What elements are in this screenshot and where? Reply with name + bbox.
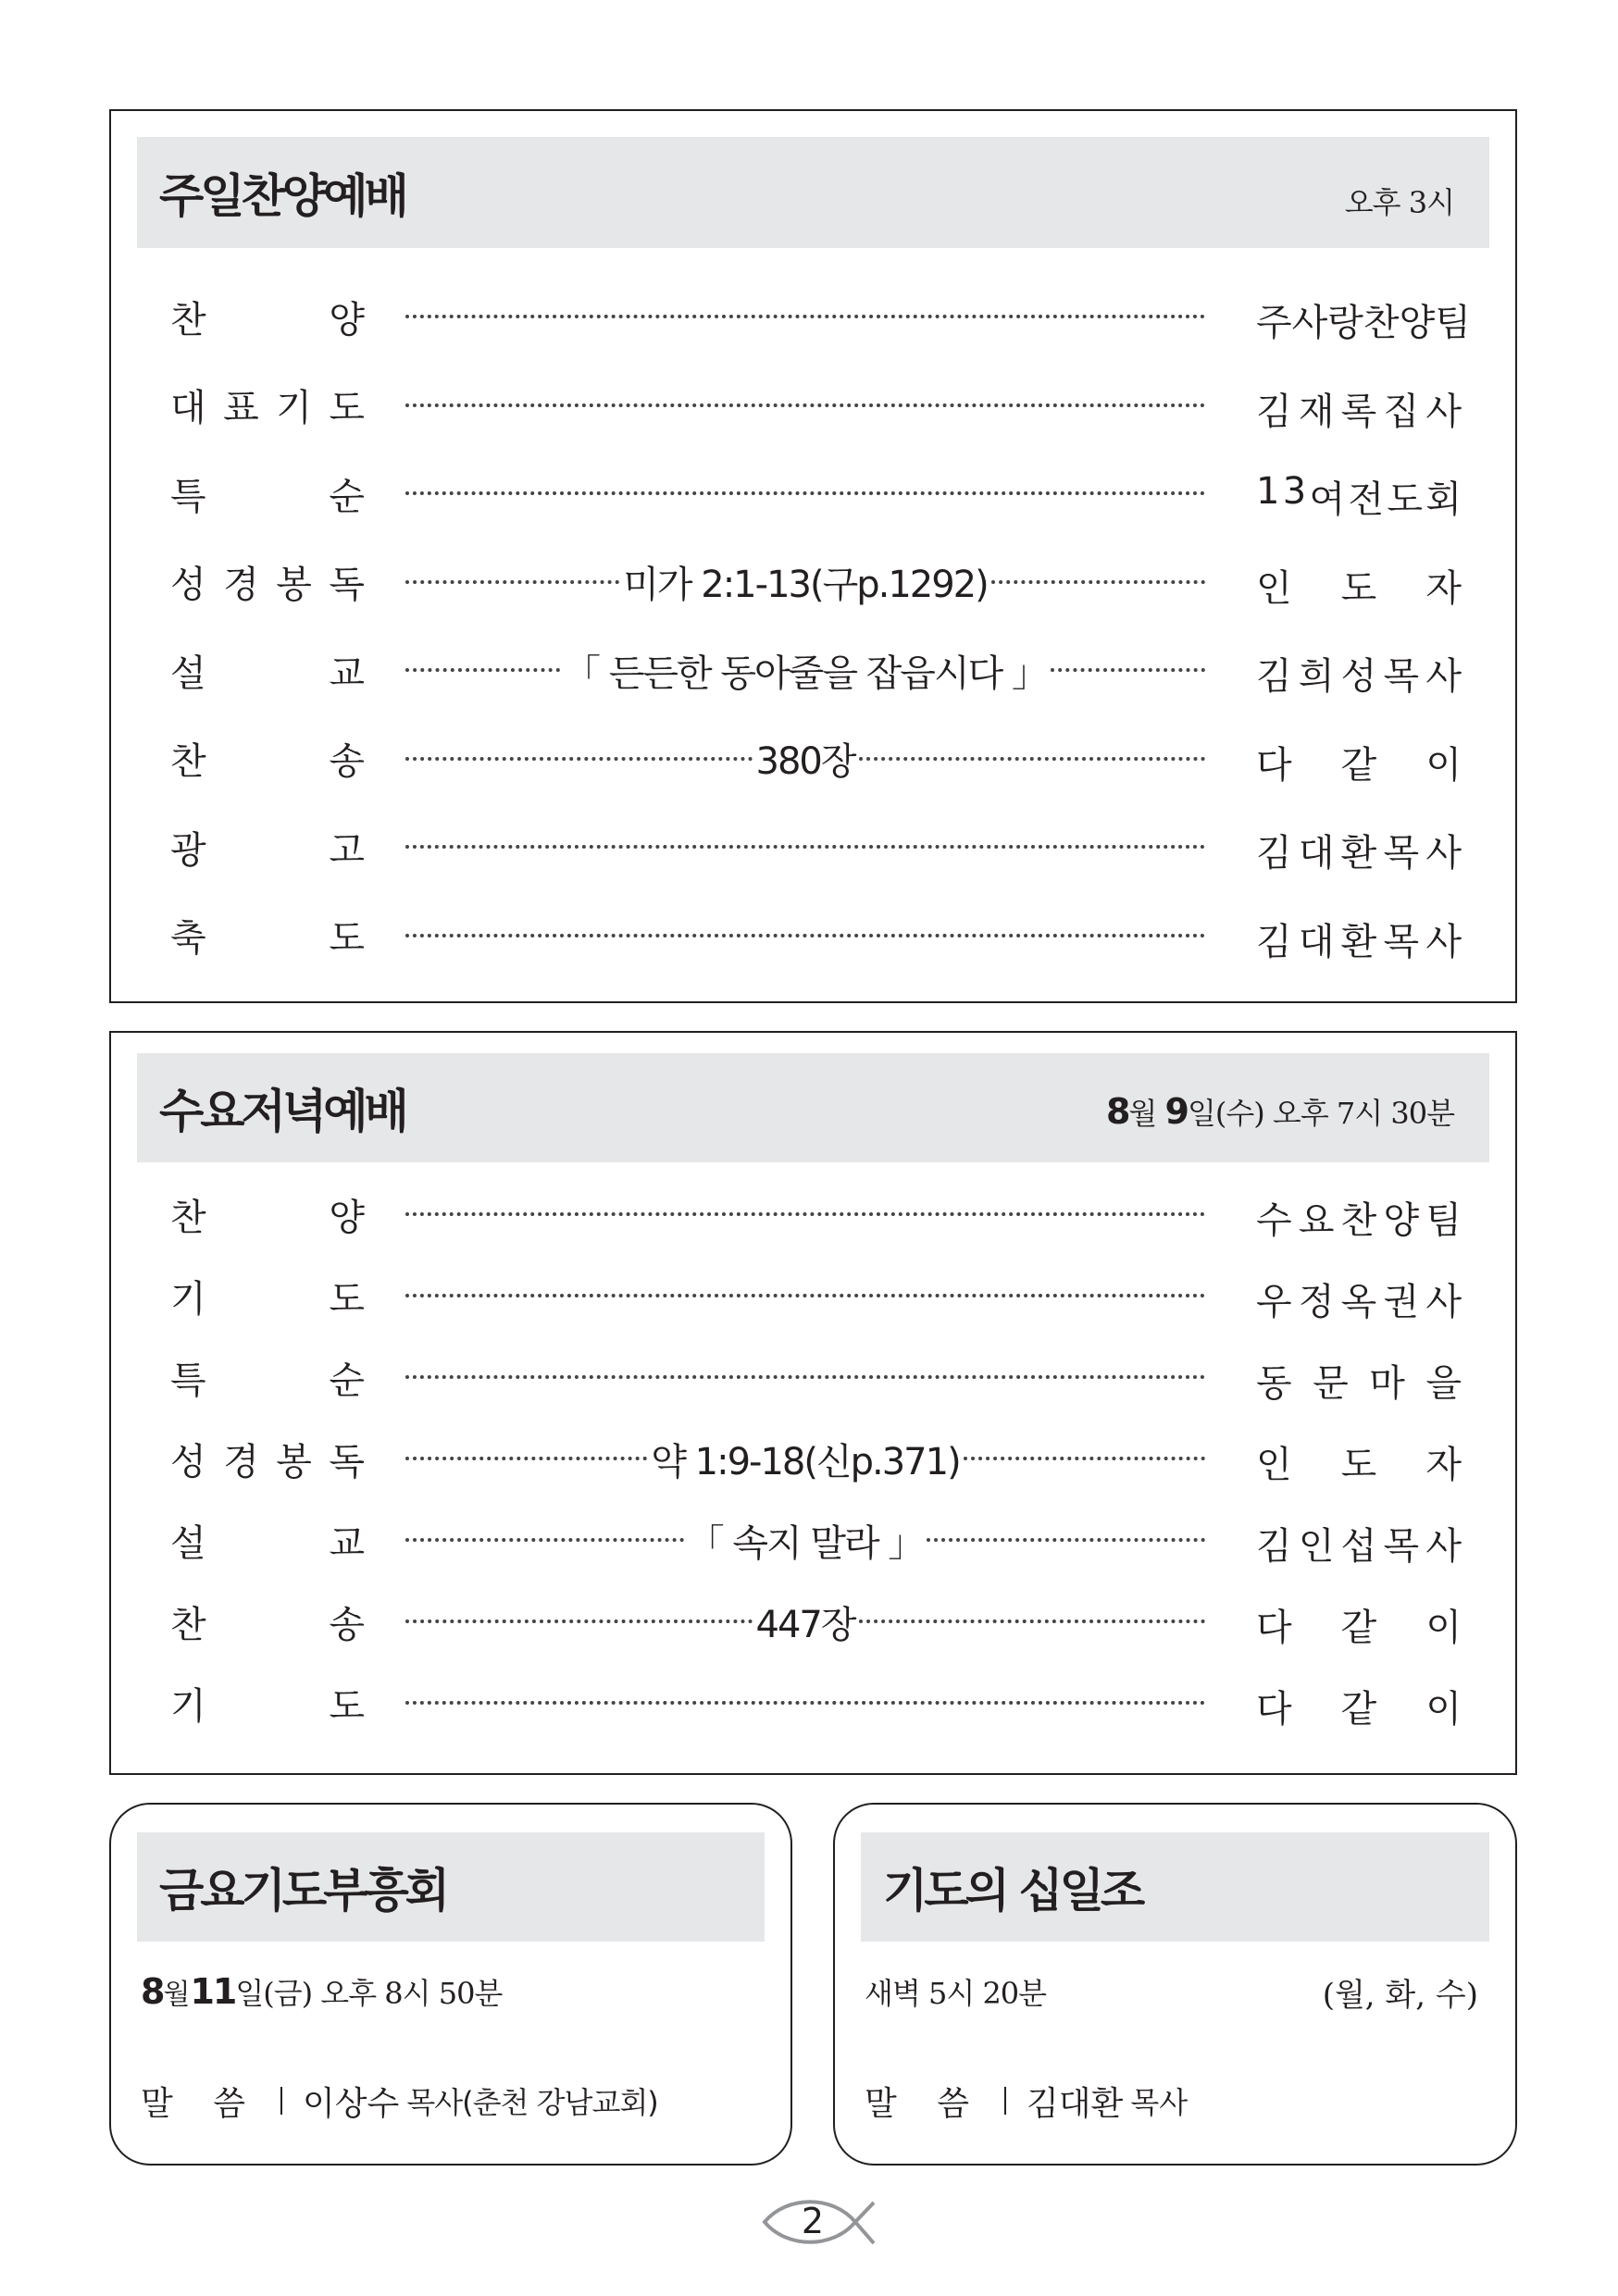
dotted-leader <box>405 1512 1205 1568</box>
order-label: 기 도 <box>170 1277 365 1321</box>
order-detail: 447장 <box>755 1603 855 1646</box>
order-row <box>111 1186 1515 1242</box>
order-detail: 미가 2:1-13(구p.1292) <box>623 564 988 606</box>
order-label: 성 경 봉 독 <box>170 564 365 606</box>
order-row <box>111 1431 1515 1486</box>
prayer-tithe-box <box>833 1803 1517 2166</box>
wednesday-service-box <box>109 1031 1517 1775</box>
speaker-divider <box>280 2087 282 2115</box>
order-leader-name: 김 인 섭 목 사 <box>1256 1525 1462 1568</box>
dotted-leader <box>405 1431 1205 1486</box>
dotted-leader <box>405 378 1205 433</box>
sunday-service-header <box>137 137 1489 248</box>
order-label: 특 순 <box>170 1359 365 1402</box>
order-leader-name: 우 정 옥 권 사 <box>1256 1281 1462 1323</box>
prayer-tithe-days: (월, 화, 수) <box>1322 1976 1478 2014</box>
order-row <box>111 1512 1515 1568</box>
sunday-service-box <box>109 109 1517 1003</box>
wednesday-service-time: 8월 9일(수) 오후 7시 30분 <box>1105 1091 1454 1132</box>
order-row <box>111 1349 1515 1405</box>
order-leader-name: 인 도 자 <box>1256 1444 1462 1486</box>
prayer-tithe-speaker: 말 씀 김대환 목사 <box>865 2084 1189 2123</box>
dotted-leader <box>405 554 1205 610</box>
dotted-leader <box>405 642 1205 698</box>
prayer-tithe-header <box>861 1832 1489 1942</box>
order-leader-name: 다 같 이 <box>1256 743 1462 787</box>
wednesday-service-header <box>137 1053 1489 1162</box>
speaker-divider <box>1004 2087 1006 2115</box>
order-label: 설 교 <box>170 652 365 695</box>
order-row <box>111 1268 1515 1323</box>
friday-revival-speaker: 말 씀 이상수 목사(춘천 강남교회) <box>141 2084 658 2123</box>
order-label: 특 순 <box>170 475 365 518</box>
prayer-tithe-title: 기도의 십일조 <box>883 1864 1142 1917</box>
order-label: 축 도 <box>170 917 365 960</box>
order-label: 찬 송 <box>170 1603 365 1646</box>
page-number: 2 <box>759 2190 879 2254</box>
friday-revival-time: 8 월 11 일(금) 오후 8시 50분 <box>141 1971 503 2012</box>
dotted-leader <box>405 731 1205 787</box>
friday-revival-header <box>137 1832 765 1942</box>
order-row <box>111 731 1515 787</box>
order-row <box>111 1594 1515 1649</box>
order-label: 기 도 <box>170 1684 365 1728</box>
order-label: 찬 양 <box>170 1196 365 1239</box>
order-leader-name: 주 사 랑 찬 양 팀 <box>1256 302 1471 344</box>
sunday-service-time: 오후 3시 <box>1344 185 1454 220</box>
sunday-service-title: 주일찬양예배 <box>159 169 405 223</box>
dotted-leader <box>405 1675 1205 1731</box>
order-detail: 「 든든한 동아줄을 잡읍시다 」 <box>564 652 1047 695</box>
order-label: 대 표 기 도 <box>170 387 365 429</box>
order-leader-name: 다 같 이 <box>1256 1607 1462 1649</box>
order-detail: 380장 <box>755 740 855 783</box>
order-row <box>111 378 1515 433</box>
order-row <box>111 289 1515 344</box>
order-leader-name: 동 문 마 을 <box>1256 1362 1462 1405</box>
order-label: 광 고 <box>170 828 365 872</box>
order-row <box>111 819 1515 875</box>
wednesday-service-title: 수요저녁예배 <box>159 1085 405 1138</box>
order-row <box>111 642 1515 698</box>
order-label: 찬 송 <box>170 740 365 783</box>
dotted-leader <box>405 465 1205 521</box>
order-leader-name: 다 같 이 <box>1256 1688 1462 1731</box>
order-row <box>111 908 1515 963</box>
dotted-leader <box>405 908 1205 963</box>
friday-revival-box <box>109 1803 792 2166</box>
dotted-leader <box>405 819 1205 875</box>
order-detail: 「 속지 말라 」 <box>687 1521 924 1565</box>
prayer-tithe-time: 새벽 5시 20분 <box>865 1976 1047 2011</box>
dotted-leader <box>405 289 1205 344</box>
dotted-leader <box>405 1594 1205 1649</box>
order-label: 설 교 <box>170 1521 365 1565</box>
friday-revival-title: 금요기도부흥회 <box>159 1864 447 1917</box>
order-label: 성 경 봉 독 <box>170 1440 365 1483</box>
order-leader-name: 김 대 환 목 사 <box>1256 832 1462 875</box>
dotted-leader <box>405 1268 1205 1323</box>
order-leader-name: 김 재 록 집 사 <box>1256 390 1462 433</box>
order-leader-name: 김 희 성 목 사 <box>1256 655 1462 698</box>
order-leader-name: 수 요 찬 양 팀 <box>1256 1199 1462 1242</box>
order-leader-name: 1 3 여 전 도 회 <box>1256 470 1462 521</box>
order-detail: 약 1:9-18(신p.371) <box>651 1440 960 1483</box>
dotted-leader <box>405 1349 1205 1405</box>
order-row <box>111 465 1515 521</box>
order-row <box>111 1675 1515 1731</box>
order-leader-name: 인 도 자 <box>1256 566 1462 610</box>
order-row <box>111 554 1515 610</box>
order-leader-name: 김 대 환 목 사 <box>1256 920 1462 963</box>
dotted-leader <box>405 1186 1205 1242</box>
order-label: 찬 양 <box>170 298 365 341</box>
